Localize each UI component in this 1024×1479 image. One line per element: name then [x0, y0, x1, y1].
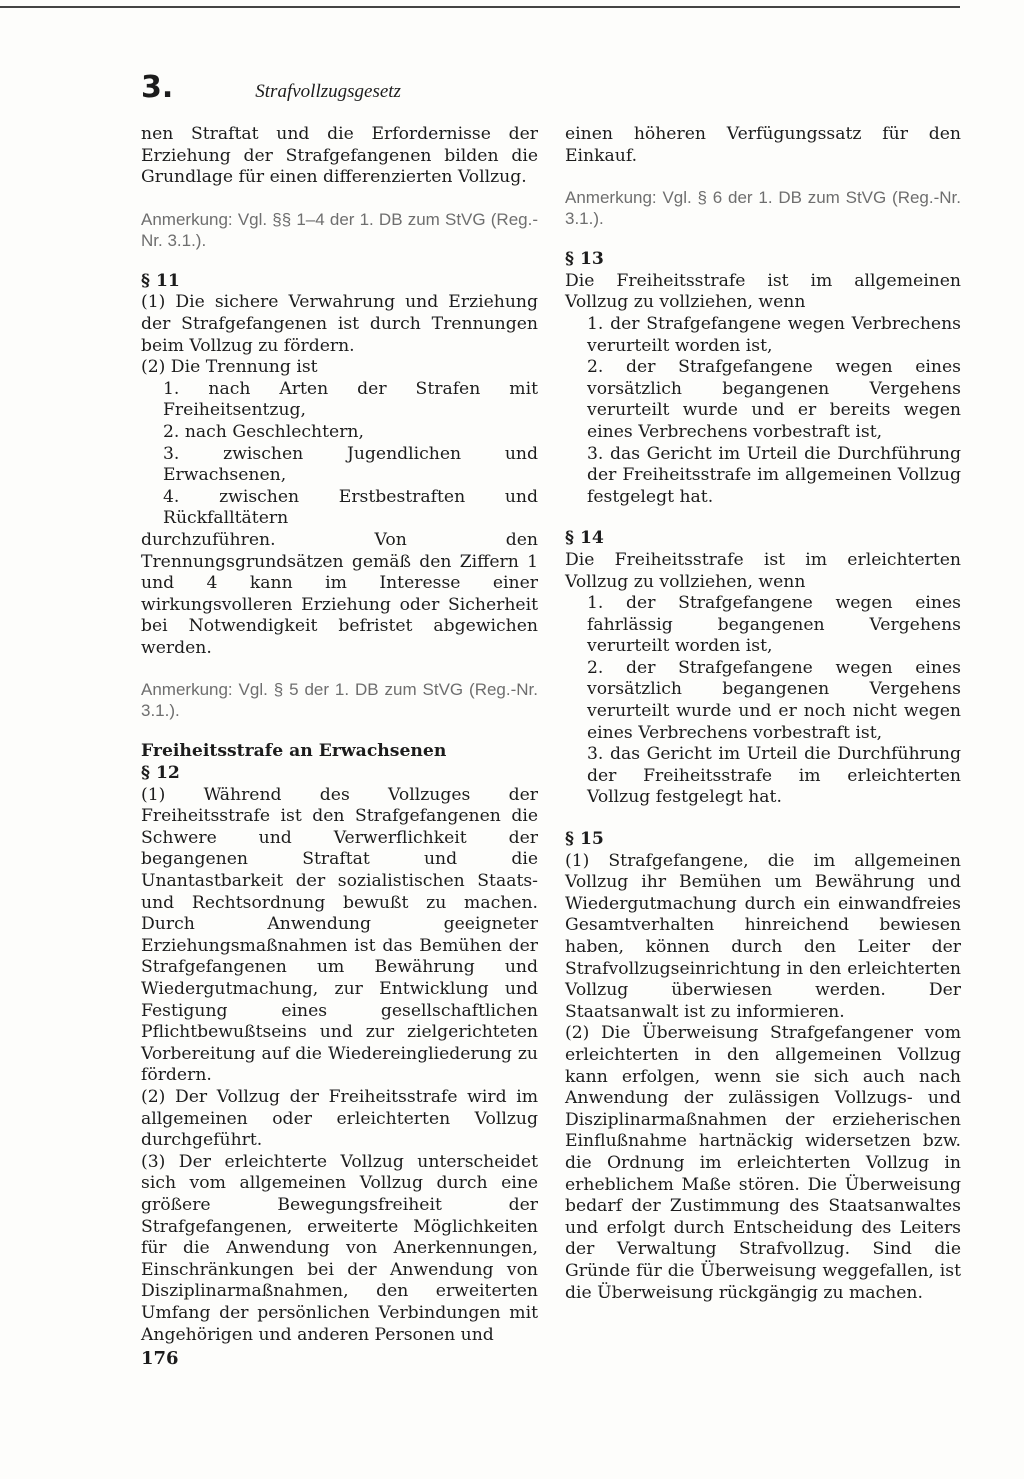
subsection-title: Freiheitsstrafe an Erwachsenen: [141, 741, 447, 762]
list-item: 1. nach Arten der Strafen mit Freiheitsentzug,: [163, 378, 538, 421]
paragraph: (1) Die sichere Verwahrung und Erziehung der Strafgefangenen ist durch Trennungen beim Vollzug zu fördern.: [141, 292, 538, 356]
page-number: 176: [141, 1348, 179, 1369]
annotation-note: Anmerkung: Vgl. § 6 der 1. DB zum StVG (Reg.-Nr. 3.1.).: [565, 188, 961, 229]
list-item: 4. zwischen Erstbestraften und Rückfalltätern: [163, 486, 538, 529]
intro-paragraph: nen Straftat und die Erfordernisse der Erziehung der Strafgefangenen bilden die Grundlage für einen differenzierten Vollzug.: [141, 124, 538, 188]
section-heading-13: § 13: [565, 249, 604, 270]
list-item: 3. das Gericht im Urteil die Durchführung der Freiheitsstrafe im erleichterten Vollzug festgelegt hat.: [587, 744, 961, 808]
section-heading-11: § 11: [141, 270, 180, 291]
annotation-note: Anmerkung: Vgl. § 5 der 1. DB zum StVG (Reg.-Nr. 3.1.).: [141, 680, 538, 721]
paragraph: (2) Die Trennung ist: [141, 357, 318, 378]
right-column: [565, 124, 961, 1304]
list-item: 1. der Strafgefangene wegen Verbrechens verurteilt worden ist,: [587, 313, 961, 356]
section-heading-12: § 12: [141, 763, 180, 784]
list-item: 2. der Strafgefangene wegen eines vorsätzlich begangenen Vergehens verurteilt wurde und er noch nicht wegen eines Verbrechens vorbestraft ist,: [587, 657, 961, 743]
list-item: 2. der Strafgefangene wegen eines vorsätzlich begangenen Vergehens verurteilt wurde und er bereits wegen eines Verbrechens vorbestraft ist,: [587, 357, 961, 442]
paragraph: durchzuführen. Von den Trennungsgrundsätzen gemäß den Ziffern 1 und 4 kann im Interesse einer wirkungsvolleren Erziehung oder Sicherheit bei Notwendigkeit befristet abgewichen werden.: [141, 529, 538, 658]
left-column: [141, 124, 538, 1346]
list-item: 2. nach Geschlechtern,: [163, 421, 364, 442]
list-item: 1. der Strafgefangene wegen eines fahrlässig begangenen Vergehens verurteilt worden ist,: [587, 593, 961, 657]
paragraph: Die Freiheitsstrafe ist im allgemeinen Vollzug zu vollziehen, wenn: [565, 270, 961, 313]
list-item: 3. zwischen Jugendlichen und Erwachsenen,: [163, 443, 538, 486]
paragraph: (2) Der Vollzug der Freiheitsstrafe wird im allgemeinen oder erleichterten Vollzug durchgeführt.: [141, 1086, 538, 1151]
section-heading-15: § 15: [565, 829, 604, 850]
list-item: 3. das Gericht im Urteil die Durchführung der Freiheitsstrafe im allgemeinen Vollzug festgelegt hat.: [587, 443, 961, 507]
paragraph: Die Freiheitsstrafe ist im erleichterten Vollzug zu vollziehen, wenn: [565, 549, 961, 592]
chapter-title: Strafvollzugsgesetz: [255, 81, 401, 102]
paragraph: (3) Der erleichterte Vollzug unterscheidet sich vom allgemeinen Vollzug durch eine größere Bewegungsfreiheit der Strafgefangenen, erweiterte Möglichkeiten für die Anwendung von Anerkennungen, Einschränkungen bei der Anwendung von Disziplinarmaßnahmen, den erweiterten Umfang der persönlichen Verbindungen mit Angehörigen und anderen Personen und: [141, 1151, 538, 1345]
continuation-paragraph: einen höheren Verfügungssatz für den Einkauf.: [565, 124, 961, 166]
section-heading-14: § 14: [565, 528, 604, 549]
paragraph: (1) Strafgefangene, die im allgemeinen Vollzug ihr Bemühen um Bewährung und Wiedergutmachung durch ein einwandfreies Gesamtverhalten hinreichend bewiesen haben, können durch den Leiter der Strafvollzugseinrichtung in den erleichterten Vollzug überwiesen werden. Der Staatsanwalt ist zu informieren.: [565, 850, 961, 1022]
paragraph: (2) Die Überweisung Strafgefangener vom erleichterten in den allgemeinen Vollzug kann erfolgen, wenn sie sich auch nach Anwendung der zulässigen Vollzugs- und Disziplinarmaßnahmen der erzieherischen Einflußnahme hartnäckig widersetzen bzw. die Ordnung im erleichterten Vollzug in erheblichem Maße stören. Die Überweisung bedarf der Zustimmung des Staatsanwaltes und erfolgt durch Entscheidung des Leiters der Verwaltung Strafvollzug. Sind die Gründe für die Überweisung weggefallen, ist die Überweisung rückgängig zu machen.: [565, 1023, 961, 1303]
top-rule: [0, 6, 960, 8]
paragraph: (1) Während des Vollzuges der Freiheitsstrafe ist den Strafgefangenen die Schwere und Verwerflichkeit der begangenen Straftat und die Unantastbarkeit der sozialistischen Staats- und Rechtsordnung bewußt zu machen. Durch Anwendung geeigneter Erziehungsmaßnahmen ist das Bemühen der Strafgefangenen um Bewährung und Wiedergutmachung, zur Entwicklung und Festigung eines gesellschaftlichen Pflichtbewußtseins und zur zielgerichteten Vorbereitung auf die Wiedereingliederung zu fördern.: [141, 784, 538, 1086]
chapter-number: 3.: [141, 70, 174, 105]
annotation-note: Anmerkung: Vgl. §§ 1–4 der 1. DB zum StVG (Reg.-Nr. 3.1.).: [141, 209, 538, 250]
running-header: [141, 70, 401, 105]
